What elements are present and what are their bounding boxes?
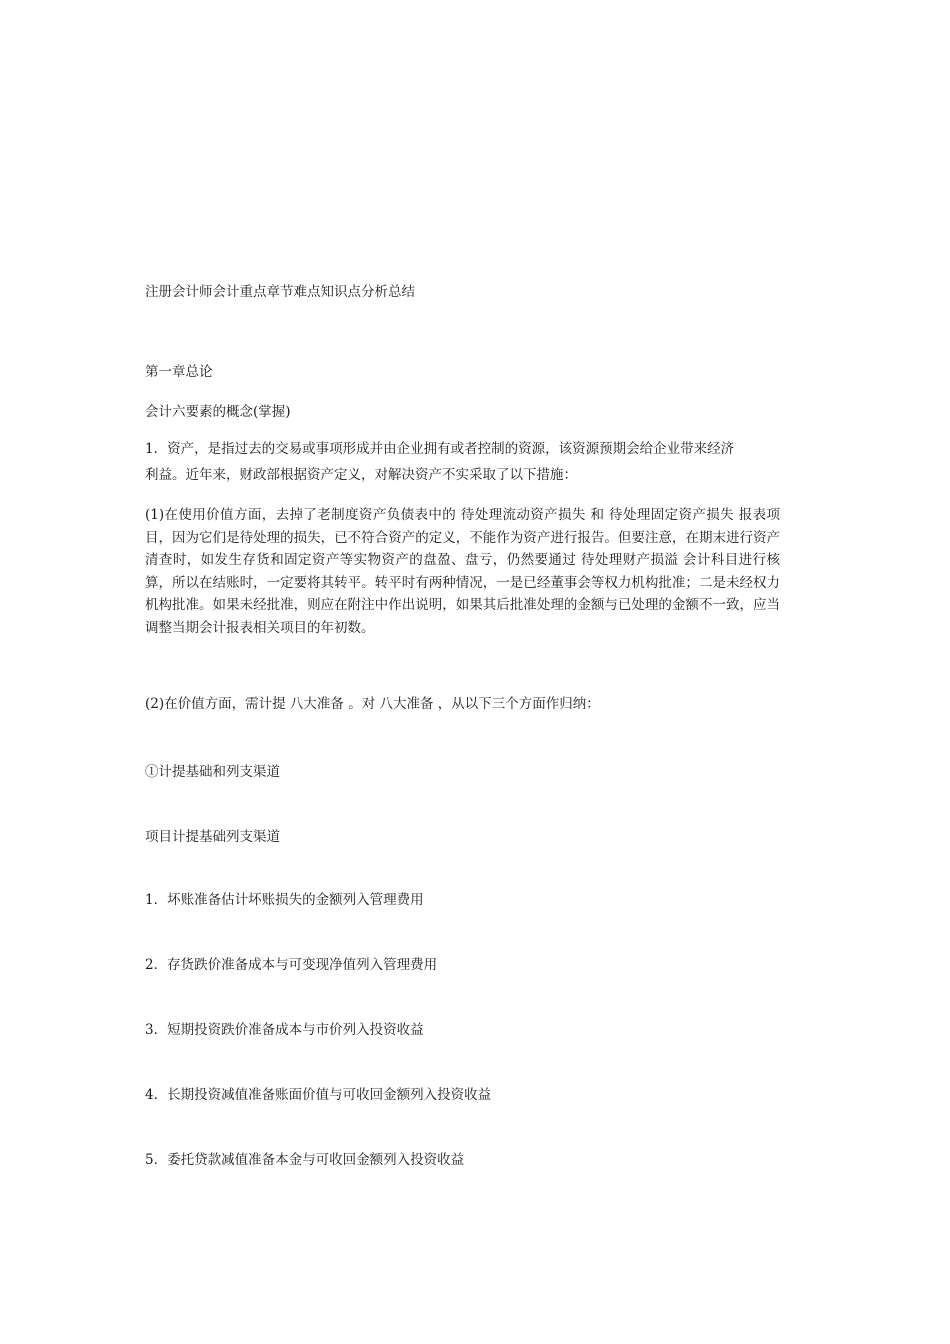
- table-header: 项目计提基础列支渠道: [145, 829, 280, 845]
- paragraph-1: (1)在使用价值方面，去掉了老制度资产负债表中的 待处理流动资产损失 和 待处理固定资产损失 报表项目，因为它们是待处理的损失，已不符合资产的定义，不能作为资产进行报告。但要注意，在期末进行资产清查时，如发生存货和固定资产等实物资产的盘盈、盘亏，仍然要通过 待处理财产损溢 会计科目进行核算，所以在结账时，一定要将其转平。转平时有两种情况，一是已经董事会等权力机构批准；二是未经权力机构批准。如果未经批准，则应在附注中作出说明，如果其后批准处理的金额与已处理的金额不一致，应当调整当期会计报表相关项目的年初数。: [145, 507, 780, 636]
- sub-heading-1: ①计提基础和列支渠道: [145, 764, 280, 780]
- list-item: 4．长期投资减值准备账面价值与可收回金额列入投资收益: [145, 1087, 492, 1103]
- section-heading: 会计六要素的概念(掌握): [145, 404, 291, 420]
- list-item: 5．委托贷款减值准备本金与可收回金额列入投资收益: [145, 1152, 465, 1168]
- item1-line2: 利益。近年来，财政部根据资产定义，对解决资产不实采取了以下措施：: [145, 467, 577, 483]
- item1-line1: 1．资产，是指过去的交易或事项形成并由企业拥有或者控制的资源，该资源预期会给企业带来经济: [145, 441, 735, 457]
- paragraph-2: (2)在价值方面，需计提 八大准备 。对 八大准备 ，从以下三个方面作归纳：: [145, 696, 600, 712]
- list-item: 3．短期投资跌价准备成本与市价列入投资收益: [145, 1022, 424, 1038]
- chapter-heading: 第一章总论: [145, 364, 213, 380]
- document-title: 注册会计师会计重点章节难点知识点分析总结: [145, 284, 415, 300]
- list-item: 1．坏账准备估计坏账损失的金额列入管理费用: [145, 892, 424, 908]
- list-item: 2．存货跌价准备成本与可变现净值列入管理费用: [145, 957, 438, 973]
